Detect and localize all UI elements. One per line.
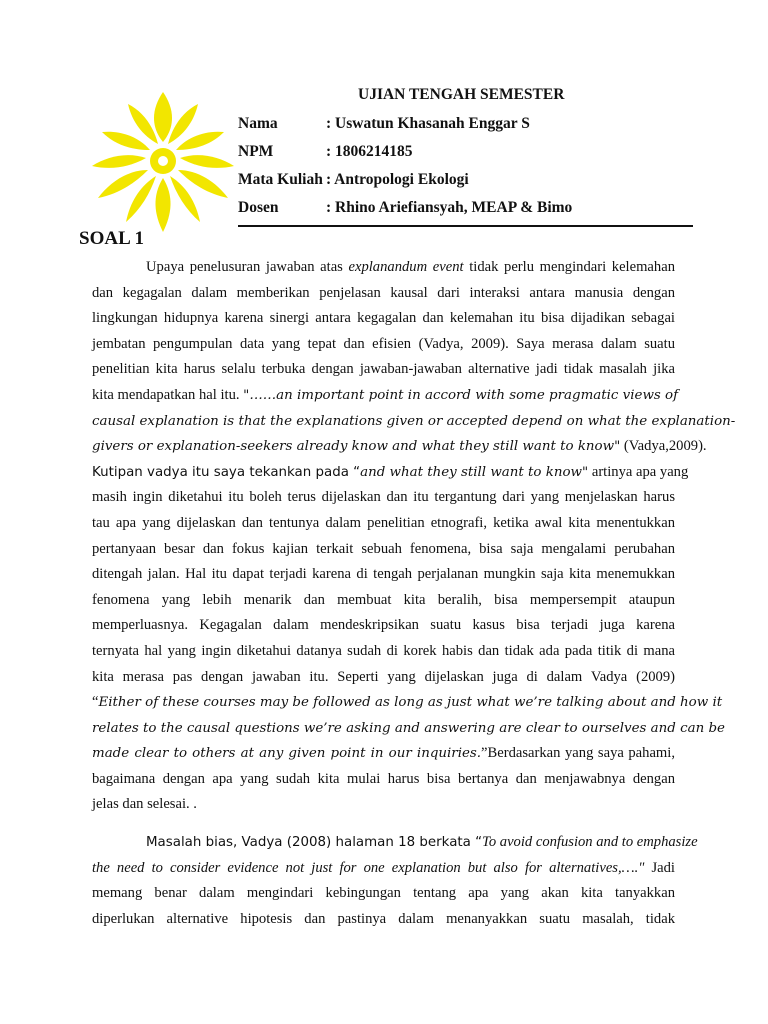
field-npm: [238, 143, 413, 161]
text-line: made clear to others at any given point in our inquiries.”Berdasarkan yang saya pahami,: [92, 745, 675, 762]
text-line: causal explanation is that the explanations given or accepted depend on what the explanation-: [92, 413, 736, 429]
field-label: NPM: [238, 143, 274, 160]
field-value: : 1806214185: [326, 143, 413, 160]
text-line: relates to the causal questions we’re asking and answering are clear to ourselves and can be: [92, 720, 725, 736]
text-line: ditengah jalan. Hal itu dapat terjadi karena di tengah perjalanan mungkin saja kita menemukkan: [92, 566, 675, 583]
text-line: jelas dan selesai. .: [92, 796, 197, 813]
field-value: : Antropologi Ekologi: [326, 171, 469, 188]
text-line: fenomena yang lebih menarik dan membuat kita beralih, bisa mempersempit ataupun: [92, 591, 675, 608]
text-line: givers or explanation-seekers already know and what they still want to know" (Vadya,2009).: [92, 438, 707, 455]
text-line: Kutipan vadya itu saya tekankan pada “and what they still want to know" artinya apa yang: [92, 463, 689, 480]
text-line: Masalah bias, Vadya (2008) halaman 18 berkata “To avoid confusion and to emphasize: [146, 834, 698, 851]
text-line: tau apa yang dijelaskan dan tentunya dalam penelitian etnografi, ketika awal kita menentukkan: [92, 514, 675, 531]
text-line: dan kegagalan dalam memberikan penjelasan kausal dari interaksi antara manusia dengan: [92, 284, 675, 301]
field-nama: [238, 115, 530, 133]
header-divider: [238, 225, 693, 227]
text-line: memang benar dalam mengindari kebingungan tentang apa yang akan kita tanyakkan: [92, 885, 675, 902]
text-line: memperluasnya. Kegagalan dalam mendeskripsikan suatu kasus bisa terjadi juga karena: [92, 617, 675, 634]
text-line: lingkungan hidupnya karena sinergi antara kegagalan dan kelemahan itu bisa dijadikan sebagai: [92, 310, 675, 327]
university-seal-logo: [88, 86, 238, 236]
field-label: Nama: [238, 115, 278, 132]
text-line: the need to consider evidence not just for one explanation but also for alternatives,…." Jadi: [92, 859, 675, 876]
text-line: jembatan pengumpulan data yang tepat dan efisien (Vadya, 2009). Saya merasa dalam suatu: [92, 335, 675, 352]
field-value: : Rhino Ariefiansyah, MEAP & Bimo: [326, 199, 573, 216]
text-line: masih ingin diketahui itu boleh terus dijelaskan dan itu tergantung dari yang menjelaskan harus: [92, 489, 675, 506]
text-line: “Either of these courses may be followed as long as just what we’re talking about and how it: [92, 694, 723, 711]
field-label: Dosen: [238, 199, 279, 216]
field-dosen: [238, 199, 572, 217]
section-title: SOAL 1: [79, 228, 144, 249]
text-line: kita mendapatkan hal itu. "……an important point in accord with some pragmatic views of: [92, 386, 679, 403]
text-line: Upaya penelusuran jawaban atas explanandum event tidak perlu mengindari kelemahan: [146, 259, 675, 275]
field-value: : Uswatun Khasanah Enggar S: [326, 115, 530, 132]
field-mata-kuliah: [238, 171, 469, 189]
text-line: diperlukan alternative hipotesis dan pastinya dalam menanyakkan suatu masalah, tidak: [92, 910, 675, 927]
text-line: pertanyaan besar dan fokus kajian terkait sebuah fenomena, bisa saja mengalami perubahan: [92, 540, 675, 557]
document-body: [92, 255, 736, 932]
exam-title: UJIAN TENGAH SEMESTER: [358, 86, 565, 103]
text-line: ternyata hal yang ingin diketahui datanya sudah di korek habis dan tidak ada pada titik di mana: [92, 642, 675, 659]
text-line: bagaimana dengan apa yang sudah kita mulai harus bisa bertanya dan menjawabnya dengan: [92, 770, 675, 787]
text-line: penelitian kita harus selalu terbuka dengan jawaban-jawaban alternative jadi tidak masalah jika: [92, 361, 675, 378]
field-label: Mata Kuliah: [238, 171, 323, 188]
text-line: kita merasa pas dengan jawaban itu. Seperti yang dijelaskan juga di dalam Vadya (2009): [92, 668, 675, 685]
